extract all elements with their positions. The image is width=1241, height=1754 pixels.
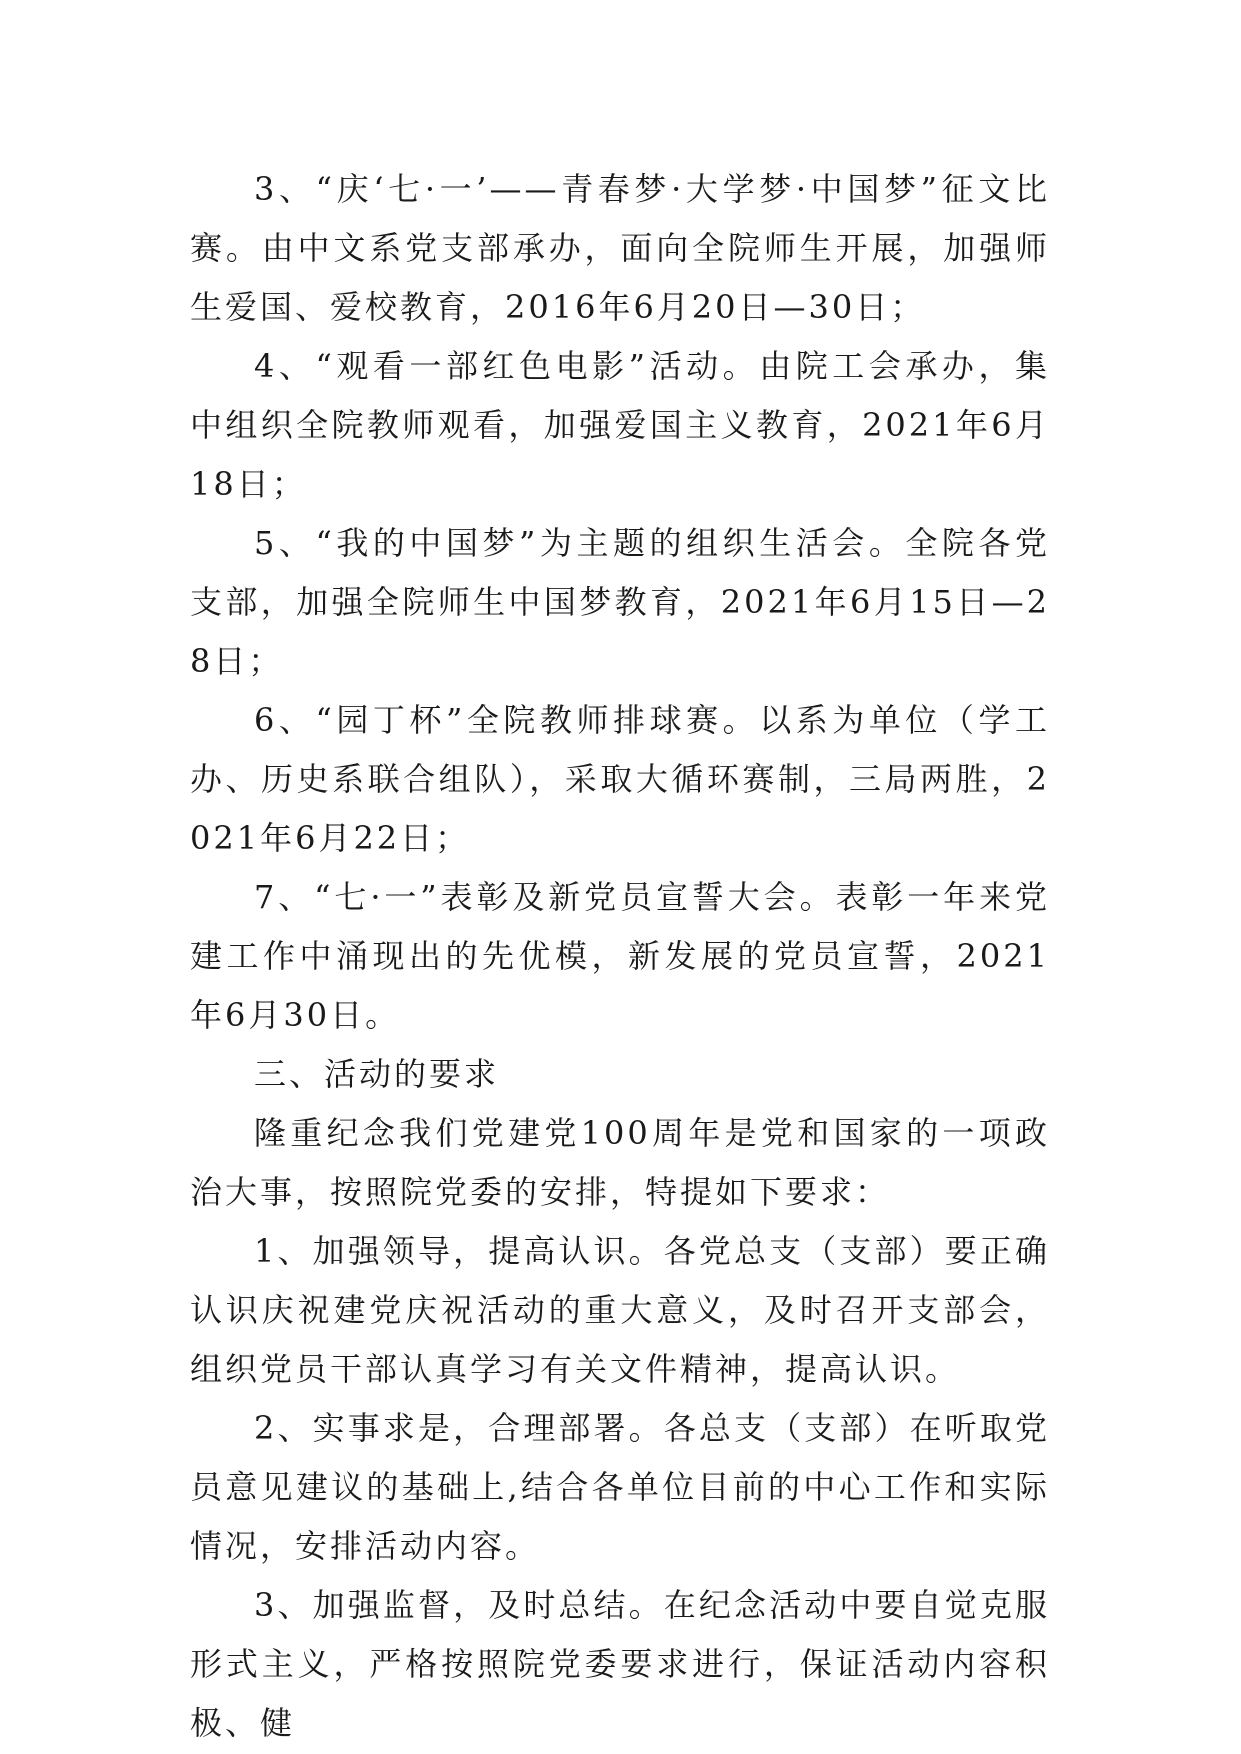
- paragraph-requirements-intro: 隆重纪念我们党建党100周年是党和国家的一项政治大事，按照院党委的安排，特提如下要求：: [190, 1114, 1050, 1211]
- paragraph-red-movie: 4、“观看一部红色电影”活动。由院工会承办，集中组织全院教师观看，加强爱国主义教育，2021年6月18日；: [190, 347, 1050, 503]
- paragraph-requirement-deployment: 2、实事求是，合理部署。各总支（支部）在听取党员意见建议的基础上,结合各单位目前的中心工作和实际情况，安排活动内容。: [190, 1409, 1050, 1565]
- paragraph-volleyball-match: 6、“园丁杯”全院教师排球赛。以系为单位（学工办、历史系联合组队），采取大循环赛制，三局两胜，2021年6月22日；: [190, 701, 1050, 857]
- paragraph-requirement-supervision: 3、加强监督，及时总结。在纪念活动中要自觉克服形式主义，严格按照院党委要求进行，保证活动内容积极、健: [190, 1586, 1050, 1742]
- paragraph-china-dream-meeting: 5、“我的中国梦”为主题的组织生活会。全院各党支部，加强全院师生中国梦教育，2021年6月15日—28日；: [190, 524, 1050, 680]
- paragraph-requirement-leadership: 1、加强领导，提高认识。各党总支（支部）要正确认识庆祝建党庆祝活动的重大意义，及时召开支部会，组织党员干部认真学习有关文件精神，提高认识。: [190, 1232, 1050, 1388]
- section-heading-requirements: 三、活动的要求: [254, 1055, 500, 1093]
- paragraph-essay-contest: 3、“庆‘七·一’——青春梦·大学梦·中国梦”征文比赛。由中文系党支部承办，面向全院师生开展，加强师生爱国、爱校教育，2016年6月20日—30日；: [190, 170, 1050, 326]
- document-body: [190, 160, 1050, 1753]
- paragraph-commendation-ceremony: 7、“七·一”表彰及新党员宣誓大会。表彰一年来党建工作中涌现出的先优模，新发展的党员宣誓，2021年6月30日。: [190, 878, 1050, 1034]
